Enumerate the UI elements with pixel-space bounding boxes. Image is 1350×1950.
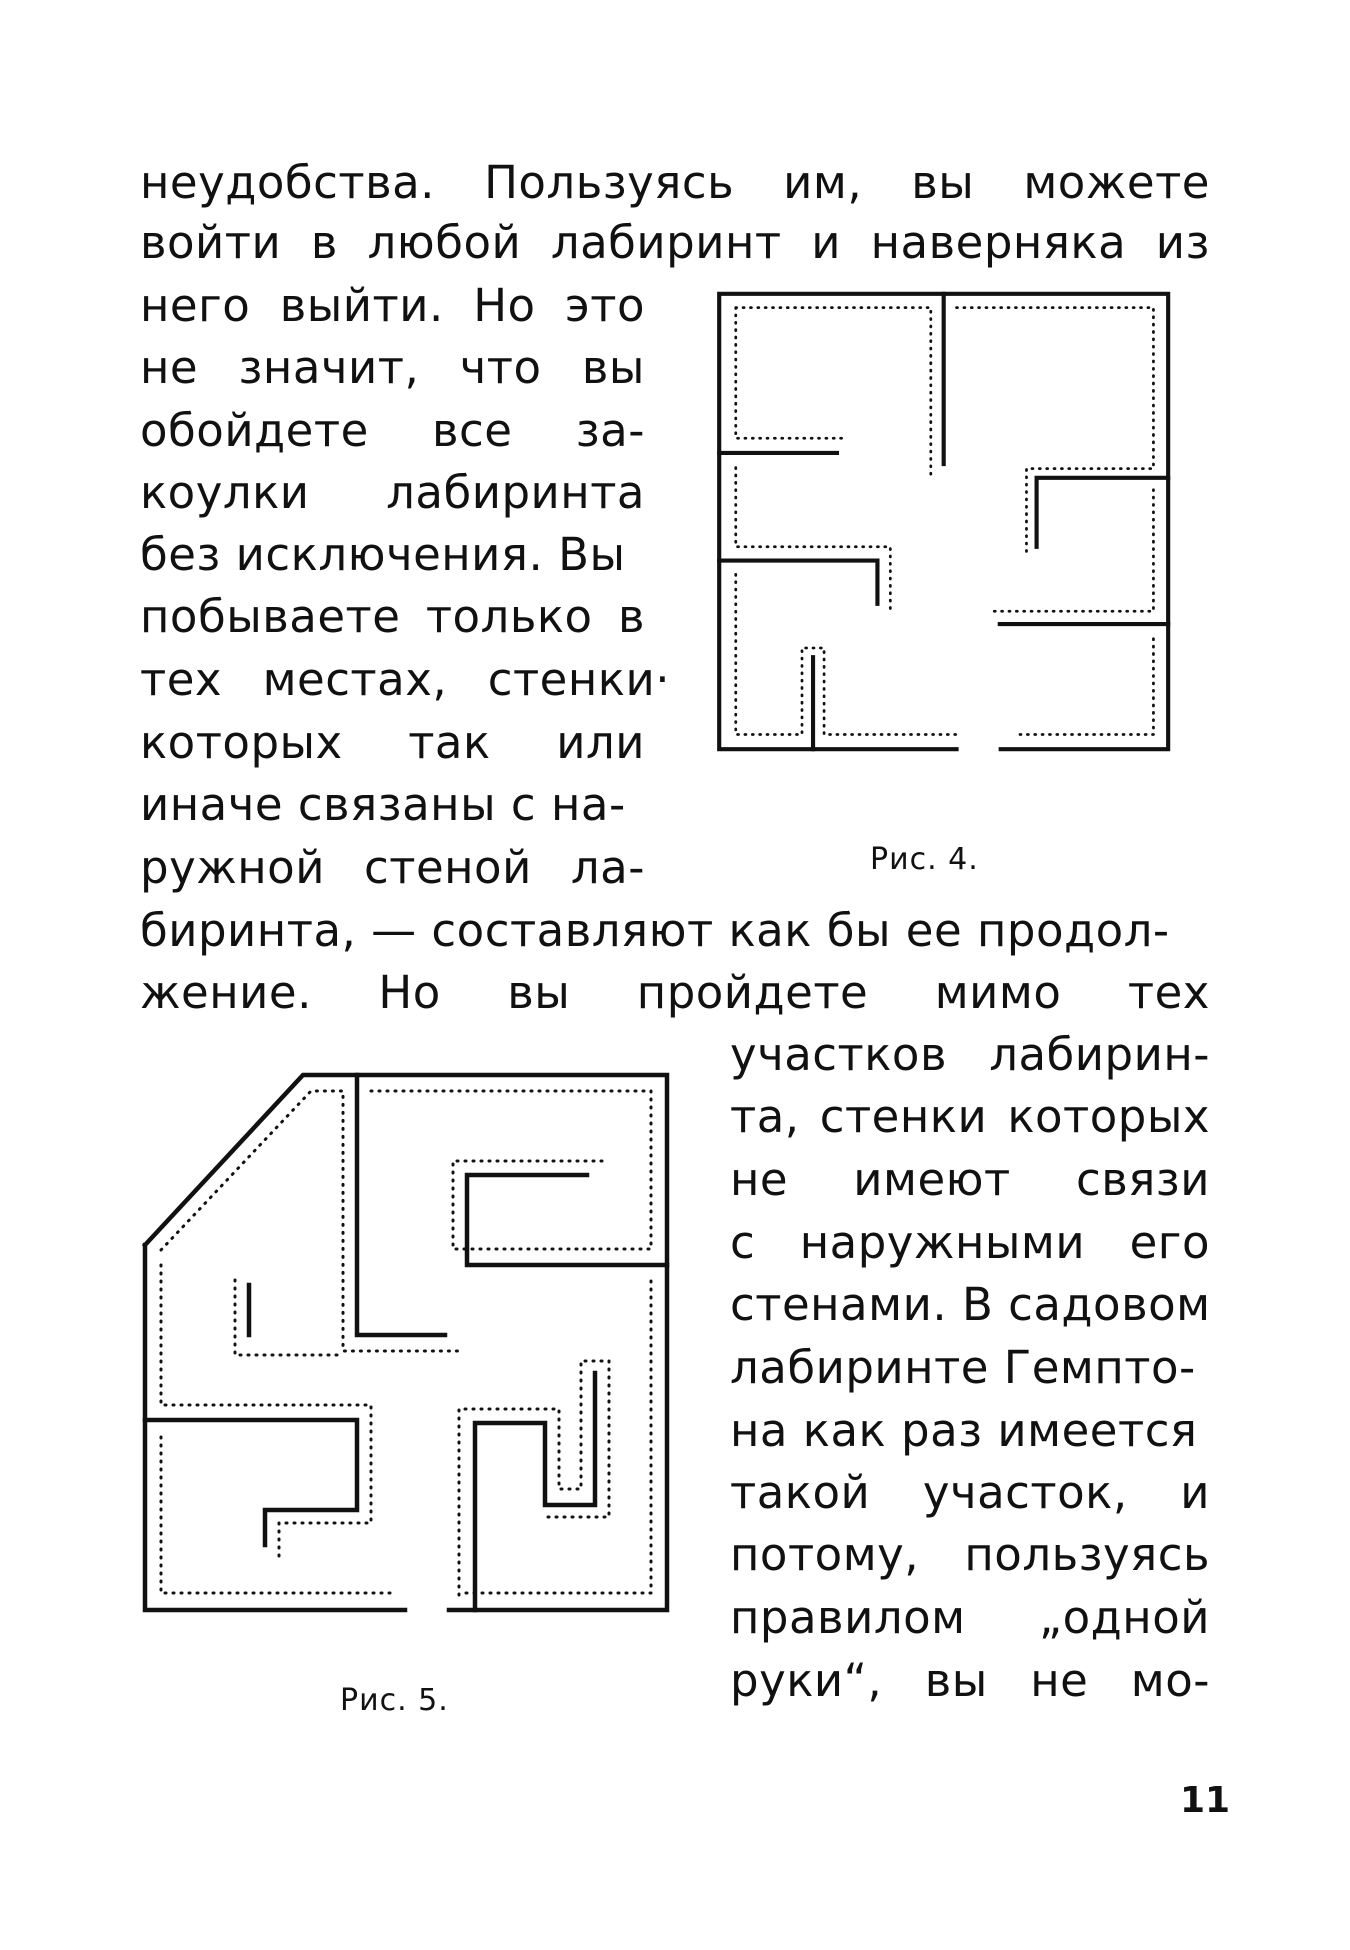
word: которых — [140, 716, 343, 769]
word: из — [1155, 216, 1210, 269]
figure-5-maze — [135, 1065, 695, 1625]
word: все — [432, 404, 513, 457]
text-line-19: стенами. В садовом — [730, 1278, 1211, 1331]
fig5-wall-right-c — [467, 1175, 667, 1265]
word: местах, — [262, 653, 448, 706]
text-line-1 — [140, 156, 1210, 209]
text-line-10 — [140, 716, 645, 769]
text-line-25 — [730, 1654, 1210, 1707]
word: или — [556, 716, 645, 769]
word: побываете — [140, 590, 401, 643]
page-number: 11 — [1180, 1780, 1231, 1821]
text-line-20: лабиринте Гемпто- — [730, 1341, 1196, 1394]
word: его — [1129, 1216, 1210, 1269]
word: вы — [911, 156, 975, 209]
word: выйти. — [279, 279, 444, 332]
word: наружными — [799, 1216, 1086, 1269]
word: коулки — [140, 466, 310, 519]
word: не — [730, 1153, 789, 1206]
word: лабиринт — [550, 216, 782, 269]
text-line-2 — [140, 216, 1210, 269]
figure-5-caption: Рис. 5. — [340, 1683, 449, 1718]
text-line-21: на как раз имеется — [730, 1404, 1198, 1457]
word: участков — [730, 1028, 947, 1081]
fig5-outer-wall — [145, 1075, 667, 1610]
word: за- — [575, 404, 645, 457]
word: это — [565, 279, 645, 332]
text-line-22 — [730, 1466, 1210, 1519]
fig5-path-dots — [161, 1091, 651, 1595]
word: мо- — [1130, 1654, 1210, 1707]
word: тех — [140, 653, 223, 706]
word: Но — [473, 279, 536, 332]
figure-4-caption: Рис. 4. — [870, 842, 979, 877]
word: тех — [1127, 966, 1210, 1019]
word: жение. — [140, 966, 312, 1019]
text-line-17 — [730, 1153, 1210, 1206]
fig4-wall-right-hook — [1037, 478, 1169, 547]
word: только — [425, 590, 593, 643]
word: вы — [581, 341, 645, 394]
text-line-15 — [730, 1028, 1210, 1081]
word: которых — [1007, 1090, 1210, 1143]
word: вы — [507, 966, 571, 1019]
word: обойдете — [140, 404, 369, 457]
word: ла- — [570, 841, 645, 894]
word: лабиринта — [386, 466, 645, 519]
word: него — [140, 279, 251, 332]
text-line-23 — [730, 1528, 1210, 1581]
word: стенки — [819, 1090, 988, 1143]
text-line-6 — [140, 466, 645, 519]
text-line-7: без исключения. Вы — [140, 528, 626, 581]
figure-4-maze — [710, 280, 1170, 840]
text-line-12 — [140, 841, 645, 894]
word: значит, — [238, 341, 420, 394]
text-line-24 — [730, 1591, 1210, 1644]
word: имеют — [853, 1153, 1011, 1206]
word: любой — [367, 216, 522, 269]
text-line-11: иначе связаны с на- — [140, 778, 626, 831]
word: пройдете — [636, 966, 869, 1019]
text-line-14 — [140, 966, 1210, 1019]
word: участок, — [922, 1466, 1128, 1519]
word: им, — [783, 156, 863, 209]
word: та, — [730, 1090, 800, 1143]
word: не — [1030, 1654, 1089, 1707]
word: потому, — [730, 1528, 920, 1581]
word: правилом — [730, 1591, 966, 1644]
text-line-3 — [140, 279, 645, 332]
text-line-9 — [140, 653, 670, 706]
text-line-18 — [730, 1216, 1210, 1269]
word: войти — [140, 216, 282, 269]
text-line-16 — [730, 1090, 1210, 1143]
fig5-wall-left-hook — [145, 1420, 357, 1545]
word: и — [811, 216, 841, 269]
word: Пользуясь — [484, 156, 735, 209]
word: „одной — [1038, 1591, 1210, 1644]
word: такой — [730, 1466, 871, 1519]
word: можете — [1023, 156, 1210, 209]
text-line-13: биринта, — составляют как бы ее продол- — [140, 904, 1170, 957]
word: и — [1180, 1466, 1210, 1519]
word: не — [140, 341, 199, 394]
word: вы — [924, 1654, 988, 1707]
word: связи — [1075, 1153, 1210, 1206]
word: руки“, — [730, 1654, 883, 1707]
text-line-4 — [140, 341, 645, 394]
word: стеной — [364, 841, 532, 894]
word: что — [459, 341, 542, 394]
word: стенки· — [487, 653, 670, 706]
text-line-5 — [140, 404, 645, 457]
word: наверняка — [870, 216, 1127, 269]
word: в — [310, 216, 338, 269]
word: лабирин- — [989, 1028, 1210, 1081]
word: пользуясь — [964, 1528, 1210, 1581]
word: так — [408, 716, 491, 769]
fig5-wall-center-vertical — [357, 1075, 445, 1335]
word: с — [730, 1216, 756, 1269]
word: Но — [378, 966, 441, 1019]
word: мимо — [934, 966, 1062, 1019]
word: ружной — [140, 841, 325, 894]
fig4-wall-left-lower — [719, 561, 877, 604]
text-line-8 — [140, 590, 645, 643]
word: в — [617, 590, 645, 643]
fig5-wall-lower-mid — [475, 1373, 595, 1610]
word: неудобства. — [140, 156, 435, 209]
